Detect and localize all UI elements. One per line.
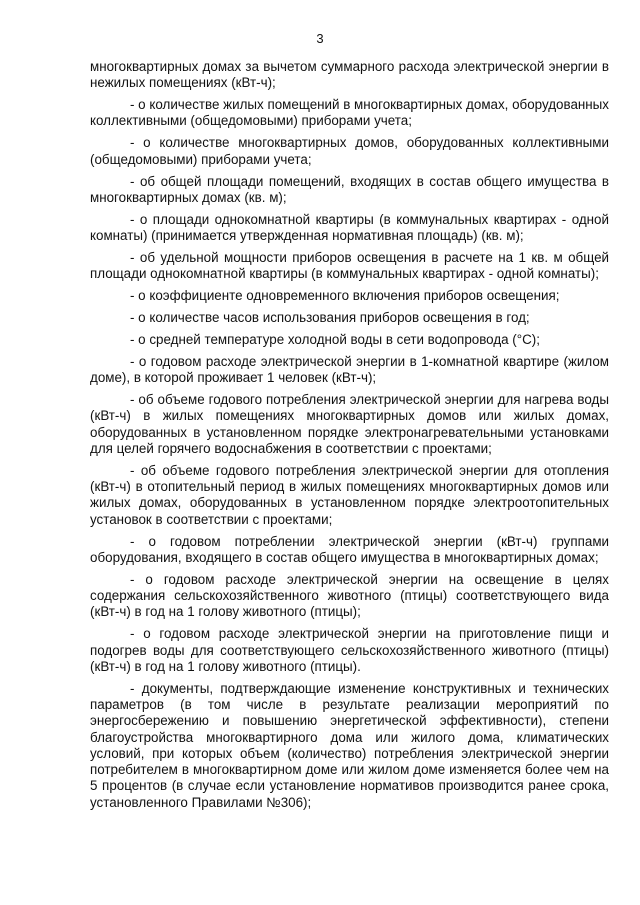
list-item: - о коэффициенте одновременного включения приборов освещения; — [130, 288, 560, 304]
list-item: - о годовом расходе электрической энергии на освещение в целях содержания сельскохозяйственного животного (птицы) соответствующего вида (кВт-ч) в год на 1 голову животного (птицы); — [90, 571, 609, 620]
page-number: 3 — [316, 31, 324, 46]
document-body — [90, 59, 609, 817]
list-item: - об объеме годового потребления электрической энергии для отопления (кВт-ч) в отопительный период в жилых помещениях многоквартирных домов или жилых домах, оборудованных в установленном порядке электроотопительных установок в соответствии с проектами; — [90, 462, 609, 527]
list-item: - о средней температуре холодной воды в сети водопровода (°C); — [130, 331, 540, 347]
list-item: - документы, подтверждающие изменение конструктивных и технических параметров (в том числе в результате реализации мероприятий по энергосбережению и повышению энергетической эффективности), степени благоустройства многоквартирного дома или жилого дома, климатических условий, при которых объем (количество) потребления электрической энергии потребителем в многоквартирном доме или жилом доме изменяется более чем на 5 процентов (в случае если установление нормативов производится ранее срока, установленного Правилами №306); — [90, 680, 609, 810]
list-item: - о количестве многоквартирных домов, оборудованных коллективными (общедомовыми) приборами учета; — [90, 135, 609, 167]
list-item: - о количестве жилых помещений в многоквартирных домах, оборудованных коллективными (общедомовыми) приборами учета; — [90, 97, 609, 129]
paragraph-continuation: многоквартирных домах за вычетом суммарного расхода электрической энергии в нежилых помещениях (кВт-ч); — [90, 59, 609, 91]
list-item: - о годовом расходе электрической энергии в 1-комнатной квартире (жилом доме), в которой проживает 1 человек (кВт-ч); — [90, 353, 609, 386]
list-item: - о годовом потреблении электрической энергии (кВт-ч) группами оборудования, входящего в состав общего имущества в многоквартирных домах; — [90, 533, 609, 565]
list-item: - о количестве часов использования приборов освещения в год; — [130, 310, 530, 326]
list-item: - о площади однокомнатной квартиры (в коммунальных квартирах - одной комнаты) (принимается утвержденная нормативная площадь) (кв. м); — [90, 211, 609, 244]
list-item: - о годовом расходе электрической энергии на приготовление пищи и подогрев воды для соответствующего сельскохозяйственного животного (птицы) (кВт-ч) в год на 1 голову животного (птицы). — [90, 626, 609, 674]
list-item: - об удельной мощности приборов освещения в расчете на 1 кв. м общей площади однокомнатной квартиры (в коммунальных квартирах - одной комнаты); — [90, 249, 609, 282]
list-item: - об объеме годового потребления электрической энергии для нагрева воды (кВт-ч) в жилых помещениях многоквартирных домов или жилых домах, оборудованных в установленном порядке электронагревательными установками для целей горячего водоснабжения в соответствии с проектами; — [90, 391, 609, 456]
list-item: - об общей площади помещений, входящих в состав общего имущества в многоквартирных домах (кв. м); — [90, 173, 609, 205]
